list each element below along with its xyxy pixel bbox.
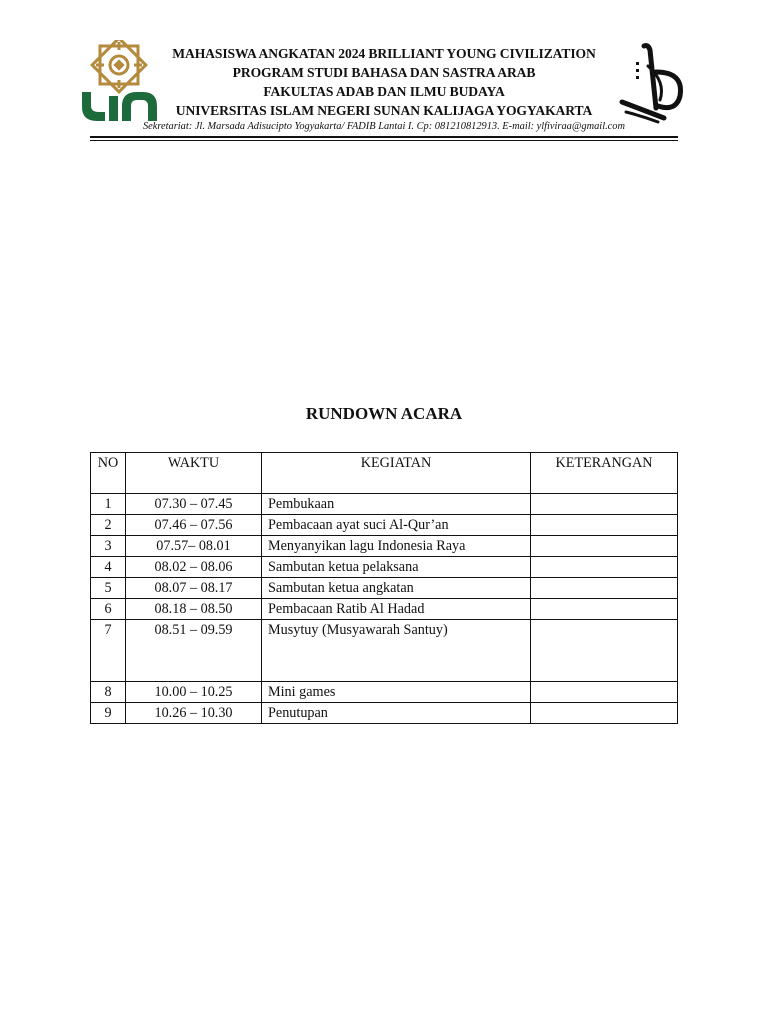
table-row bbox=[91, 599, 678, 620]
cell-waktu: 07.57– 08.01 bbox=[126, 536, 262, 557]
table-row bbox=[91, 494, 678, 515]
cell-no: 9 bbox=[91, 703, 126, 724]
cell-keterangan bbox=[531, 515, 678, 536]
header-keterangan: KETERANGAN bbox=[531, 453, 678, 494]
table-row bbox=[91, 515, 678, 536]
cell-no: 4 bbox=[91, 557, 126, 578]
cell-no: 6 bbox=[91, 599, 126, 620]
cell-waktu: 10.26 – 10.30 bbox=[126, 703, 262, 724]
table-row bbox=[91, 557, 678, 578]
header-line-1: MAHASISWA ANGKATAN 2024 BRILLIANT YOUNG CIVILIZATION bbox=[172, 46, 596, 61]
header-divider-thin bbox=[90, 140, 678, 141]
cell-waktu: 08.02 – 08.06 bbox=[126, 557, 262, 578]
uin-logo-svg bbox=[80, 40, 158, 122]
cell-keterangan bbox=[531, 557, 678, 578]
cell-no: 3 bbox=[91, 536, 126, 557]
header-kegiatan: KEGIATAN bbox=[262, 453, 531, 494]
cell-no: 7 bbox=[91, 620, 126, 682]
cell-waktu: 07.30 – 07.45 bbox=[126, 494, 262, 515]
cell-waktu: 07.46 – 07.56 bbox=[126, 515, 262, 536]
cell-waktu: 10.00 – 10.25 bbox=[126, 682, 262, 703]
cell-kegiatan: Pembacaan Ratib Al Hadad bbox=[262, 599, 531, 620]
calligraphy-logo-icon bbox=[618, 42, 688, 124]
cell-keterangan bbox=[531, 578, 678, 599]
uin-logo-icon bbox=[80, 40, 158, 122]
cell-kegiatan: Pembukaan bbox=[262, 494, 531, 515]
cell-waktu: 08.18 – 08.50 bbox=[126, 599, 262, 620]
cell-kegiatan: Sambutan ketua pelaksana bbox=[262, 557, 531, 578]
cell-keterangan bbox=[531, 494, 678, 515]
table-row bbox=[91, 536, 678, 557]
header-line-2: PROGRAM STUDI BAHASA DAN SASTRA ARAB bbox=[232, 65, 536, 80]
cell-kegiatan: Pembacaan ayat suci Al-Qur’an bbox=[262, 515, 531, 536]
table-row bbox=[91, 620, 678, 682]
rundown-table bbox=[90, 452, 678, 724]
header-line-3: FAKULTAS ADAB DAN ILMU BUDAYA bbox=[263, 84, 505, 99]
table-row bbox=[91, 682, 678, 703]
table-row bbox=[91, 703, 678, 724]
secretariat-address: Sekretariat: Jl. Marsada Adisucipto Yogyakarta/ FADIB Lantai I. Cp: 081210812913. E-mail: ylfiviraa@gmail.com bbox=[142, 121, 625, 132]
table-row bbox=[91, 578, 678, 599]
cell-keterangan bbox=[531, 682, 678, 703]
calligraphy-logo-svg bbox=[618, 42, 688, 124]
cell-keterangan bbox=[531, 620, 678, 682]
header-no: NO bbox=[91, 453, 126, 494]
cell-waktu: 08.51 – 09.59 bbox=[126, 620, 262, 682]
letterhead-text bbox=[150, 44, 618, 120]
header-waktu: WAKTU bbox=[126, 453, 262, 494]
header-divider-thick bbox=[90, 136, 678, 138]
cell-no: 8 bbox=[91, 682, 126, 703]
cell-keterangan bbox=[531, 703, 678, 724]
cell-keterangan bbox=[531, 599, 678, 620]
cell-kegiatan: Sambutan ketua angkatan bbox=[262, 578, 531, 599]
cell-kegiatan: Penutupan bbox=[262, 703, 531, 724]
cell-kegiatan: Mini games bbox=[262, 682, 531, 703]
cell-keterangan bbox=[531, 536, 678, 557]
cell-waktu: 08.07 – 08.17 bbox=[126, 578, 262, 599]
cell-kegiatan: Musytuy (Musyawarah Santuy) bbox=[262, 620, 531, 682]
cell-no: 2 bbox=[91, 515, 126, 536]
header-line-4: UNIVERSITAS ISLAM NEGERI SUNAN KALIJAGA YOGYAKARTA bbox=[175, 103, 593, 118]
document-title: RUNDOWN ACARA bbox=[305, 404, 463, 423]
cell-no: 1 bbox=[91, 494, 126, 515]
cell-kegiatan: Menyanyikan lagu Indonesia Raya bbox=[262, 536, 531, 557]
table-header-row bbox=[91, 453, 678, 494]
cell-no: 5 bbox=[91, 578, 126, 599]
